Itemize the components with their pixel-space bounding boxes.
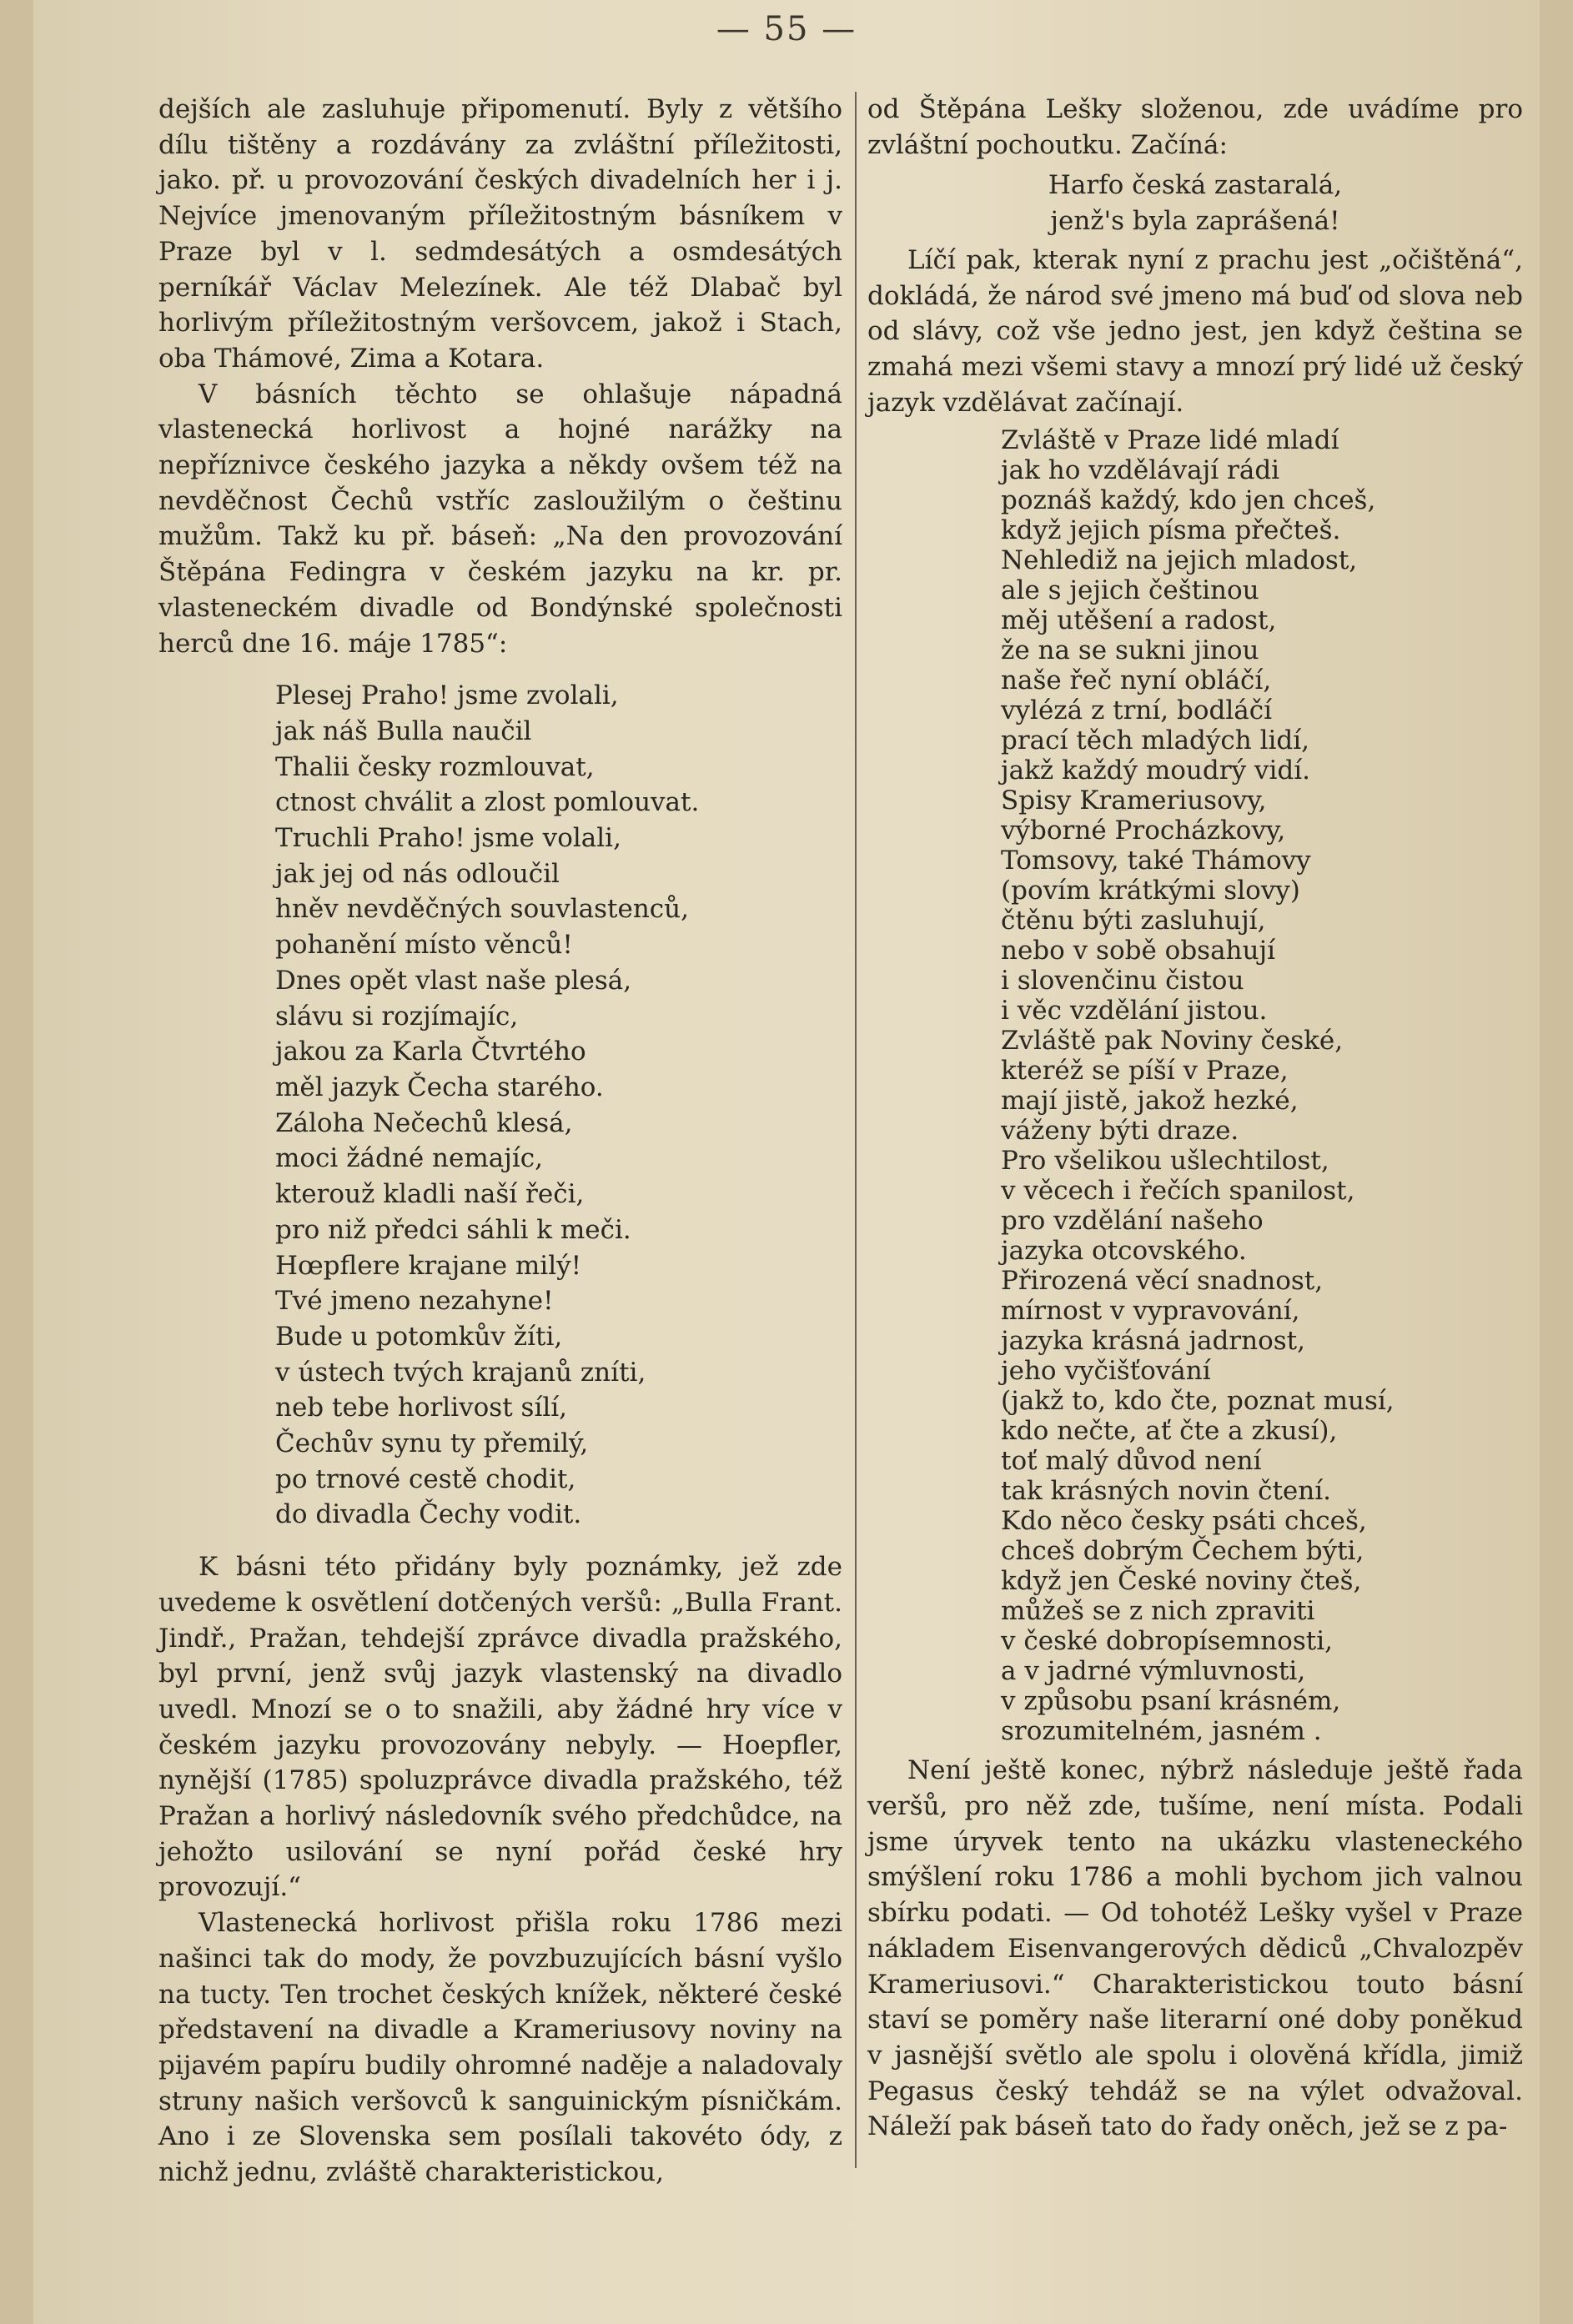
poem-line: Pro všelikou ušlechtilost, [1001, 1146, 1329, 1177]
poem-line: kdo nečte, ať čte a zkusí), [1001, 1416, 1338, 1447]
poem-line: po trnové cestě chodit, [275, 1463, 576, 1494]
page-number: — 55 — [716, 10, 857, 48]
poem-line: srozumitelném, jasném . [1001, 1716, 1322, 1747]
poem-line: čtěnu býti zasluhují, [1001, 906, 1266, 936]
poem-line: Thalii česky rozmlouvat, [275, 751, 595, 782]
poem-line: i slovenčinu čistou [1001, 966, 1244, 996]
poem-line: jeho vyčišťování [1001, 1356, 1211, 1387]
poem-line: Nehlediž na jejich mladost, [1001, 545, 1358, 576]
poem-line: (jakž to, kdo čte, poznat musí, [1001, 1386, 1395, 1417]
poem-line: chceš dobrým Čechem býti, [1001, 1536, 1364, 1567]
quote-line: Harfo česká zastaralá, [1048, 170, 1343, 201]
right-poem [1001, 425, 1523, 1746]
poem-line: Zvláště pak Noviny české, [1001, 1026, 1344, 1057]
poem-line: toť malý důvod není [1001, 1446, 1262, 1477]
poem-line: naše řeč nyní obláčí, [1001, 665, 1272, 696]
poem-line: i věc vzdělání jistou. [1001, 996, 1268, 1026]
left-column [158, 92, 842, 2191]
poem-line: jazyka krásná jadrnost, [1001, 1326, 1305, 1357]
poem-line: Hœpflere krajane milý! [275, 1250, 582, 1281]
poem-line: vylézá z trní, bodláčí [1001, 695, 1273, 726]
poem-line: jakž každý moudrý vidí. [1001, 755, 1310, 786]
poem-line: Bude u potomkův žíti, [275, 1321, 563, 1352]
poem-line: že na se sukni jinou [1001, 635, 1259, 666]
column-divider [855, 92, 857, 2168]
poem-line: můžeš se z nich zpraviti [1001, 1596, 1315, 1627]
left-paragraph-2: V básních těchto se ohlašuje nápadná vlastenecká horlivost a hojné narážky na nepříznivce českého jazyka a někdy ovšem též na nevděčnost Čechů vstříc zasloužilým o češtinu mužům. Takž ku př. báseň: „Na den provozování Štěpána Fedingra v českém jazyku na kr. pr. vlasteneckém divadle od Bondýnské společnosti herců dne 16. máje 1785“: [158, 379, 842, 659]
right-paragraph-1: od Štěpána Lešky složenou, zde uvádíme pro zvláštní pochoutku. Začíná: [867, 94, 1523, 160]
poem-line: tak krásných novin čtení. [1001, 1476, 1332, 1507]
poem-line: hněv nevděčných souvlastenců, [275, 894, 689, 925]
poem-line: a v jadrné výmluvnosti, [1001, 1656, 1306, 1687]
poem-line: výborné Procházkovy, [1001, 816, 1286, 846]
poem-line: Tvé jmeno nezahyne! [275, 1286, 554, 1317]
right-column [867, 92, 1523, 2145]
poem-line: v české dobropísemnosti, [1001, 1626, 1333, 1657]
poem-line: moci žádné nemajíc, [275, 1143, 543, 1174]
poem-line: prací těch mladých lidí, [1001, 725, 1310, 756]
poem-line: Tomsovy, také Thámovy [1001, 846, 1311, 876]
left-poem [275, 678, 842, 1533]
right-paragraph-2: Líčí pak, kterak nyní z prachu jest „očištěná“, dokládá, že národ své jmeno má buď od slova neb od slávy, což vše jedno jest, jen když čeština se zmahá mezi všemi stavy a mnozí prý lidé už český jazyk vzdělávat začínají. [867, 244, 1523, 418]
poem-line: neb tebe horlivost sílí, [275, 1393, 568, 1423]
poem-line: kterouž kladli naší řeči, [275, 1179, 585, 1210]
poem-line: ale s jejich češtinou [1001, 575, 1259, 606]
poem-line: pro vzdělání našeho [1001, 1206, 1264, 1237]
poem-line: měj utěšení a radost, [1001, 605, 1277, 636]
poem-line: jak ho vzdělávají rádi [1001, 455, 1280, 486]
poem-line: mají jistě, jakož hezké, [1001, 1086, 1299, 1117]
poem-line: mírnost v vypravování, [1001, 1296, 1300, 1327]
poem-line: Zvláště v Praze lidé mladí [1001, 425, 1339, 456]
poem-line: Truchli Praho! jsme volali, [275, 823, 621, 854]
poem-line: slávu si rozjímajíc, [275, 1001, 519, 1031]
left-paragraph-4: Vlastenecká horlivost přišla roku 1786 mezi našinci tak do mody, že povzbuzujících básní vyšlo na tucty. Ten trochet českých knížek, některé české představení na divadle a Krameriusovy noviny na pijavém papíru budily ohromné naděje a naladovaly struny našich veršovců k sanguinickým písničkám. Ano i ze Slovenska sem posílali takovéto ódy, z nichž jednu, zvláště charakteristickou, [158, 1908, 842, 2188]
poem-line: Kdo něco česky psáti chceš, [1001, 1506, 1367, 1537]
poem-line: jak náš Bulla naučil [275, 715, 532, 746]
poem-line: váženy býti draze. [1001, 1116, 1239, 1147]
poem-line: Čechův synu ty přemilý, [275, 1428, 589, 1459]
poem-line: jakou za Karla Čtvrtého [275, 1037, 586, 1067]
book-page [33, 0, 1540, 2324]
harfo-quote [867, 168, 1523, 238]
poem-line: do divadla Čechy vodit. [275, 1499, 582, 1530]
poem-line: v ústech tvých krajanů zníti, [275, 1357, 646, 1388]
poem-line: (povím krátkými slovy) [1001, 876, 1300, 906]
poem-line: když jejich písma přečteš. [1001, 515, 1341, 546]
poem-line: pro niž předci sáhli k meči. [275, 1214, 631, 1245]
right-paragraph-3: Není ještě konec, nýbrž následuje ještě řada veršů, pro něž zde, tušíme, není místa. Podali jsme úryvek tento na ukázku vlasteneckého smýšlení roku 1786 a mohli bychom jich valnou sbírku podati. — Od tohotéž Lešky vyšel v Praze nákladem Eisenvangerových dědiců „Chvalozpěv Krameriusovi.“ Charakteristickou touto básní staví se poměry naše literarní oné doby poněkud v jasnější světlo ale spolu i olověná křídla, jimiž Pegasus český tehdáž se na výlet odvažoval. Náleží pak báseň tato do řady oněch, jež se z pa- [867, 1755, 1523, 2142]
left-paragraph-1: dejších ale zasluhuje připomenutí. Byly z většího dílu tištěny a rozdávány za zvláštní příležitosti, jako. př. u provozování českých divadelních her i j. Nejvíce jmenovaným příležitostným básníkem v Praze byl v l. sedmdesátých a osmdesátých perníkář Václav Melezínek. Ale též Dlabač byl horlivým příležitostným veršovcem, jakož i Stach, oba Thámové, Zima a Kotara. [158, 94, 842, 374]
poem-line: když jen České noviny čteš, [1001, 1566, 1362, 1597]
poem-line: v věcech i řečích spanilost, [1001, 1176, 1355, 1207]
poem-line: Záloha Nečechů klesá, [275, 1107, 573, 1138]
poem-line: Přirozená věcí snadnost, [1001, 1266, 1324, 1297]
poem-line: poznáš každý, kdo jen chceš, [1001, 485, 1376, 516]
poem-line: Plesej Praho! jsme zvolali, [275, 680, 619, 711]
poem-line: kteréž se píší v Praze, [1001, 1056, 1289, 1087]
poem-line: Spisy Krameriusovy, [1001, 786, 1267, 816]
left-paragraph-3: K básni této přidány byly poznámky, jež zde uvedeme k osvětlení dotčených veršů: „Bulla Frant. Jindř., Pražan, tehdejší zprávce divadla pražského, byl první, jenž svůj jazyk vlastenský na divadlo uvedl. Mnozí se o to snažili, aby žádné hry více v českém jazyku provozovány nebyly. — Hoepfler, nynější (1785) spoluzprávce divadla pražského, též Pražan a horlivý následovník svého předchůdce, na jehožto usilování se nyní pořád české hry provozují.“ [158, 1552, 842, 1903]
poem-line: ctnost chválit a zlost pomlouvat. [275, 787, 700, 818]
poem-line: nebo v sobě obsahují [1001, 936, 1276, 966]
poem-line: v způsobu psaní krásném, [1001, 1686, 1341, 1717]
poem-line: jak jej od nás odloučil [275, 858, 560, 889]
poem-line: měl jazyk Čecha starého. [275, 1072, 604, 1102]
quote-line: jenž's byla zaprášená! [1050, 206, 1340, 237]
poem-line: pohanění místo věnců! [275, 930, 573, 961]
poem-line: Dnes opět vlast naše plesá, [275, 965, 632, 996]
poem-line: jazyka otcovského. [1001, 1236, 1247, 1267]
